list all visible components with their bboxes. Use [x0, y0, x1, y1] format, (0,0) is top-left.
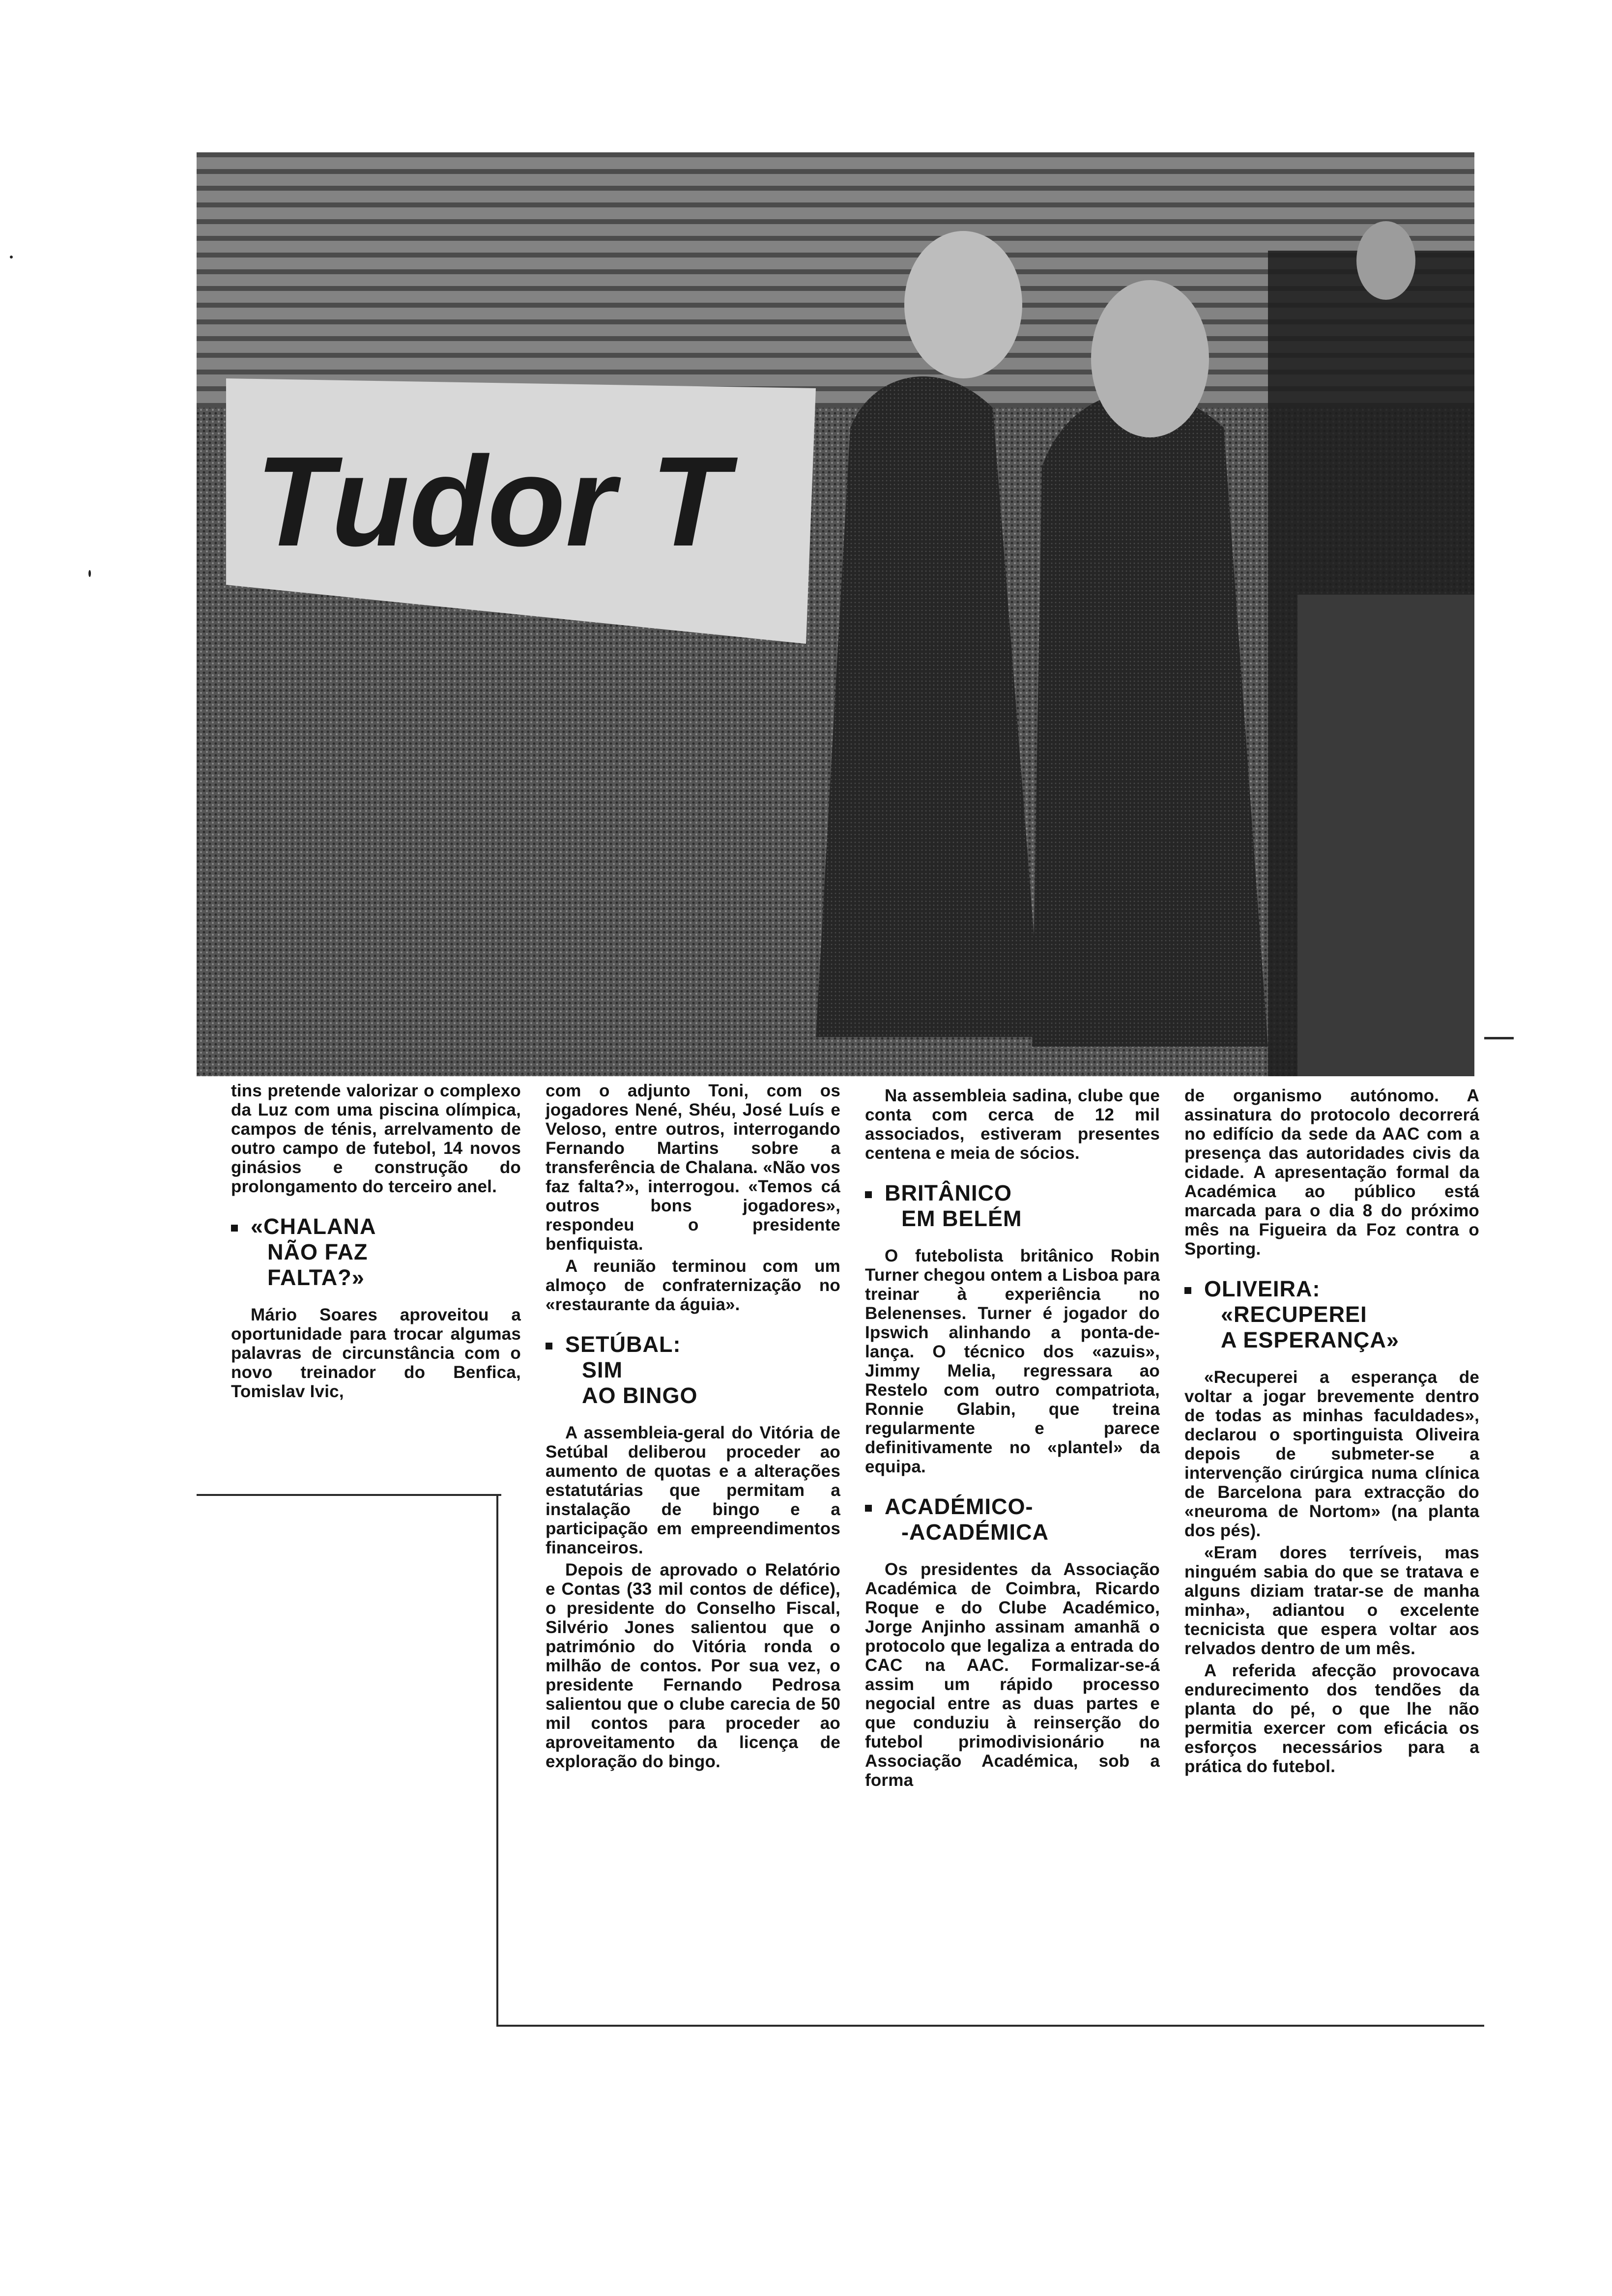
paragraph: Depois de aprovado o Relatório e Contas (33 mil contos de défice), o presidente do Conselho Fiscal, Silvério Jones salientou que o património do Vitória ronda o milhão de contos. Por sua vez, o presidente Fernando Pedrosa salientou que o clube carecia de 50 mil contos para proceder ao aproveitamento da licença de exploração do bingo.	[546, 1560, 840, 1771]
headline-oliveira: OLIVEIRA: «RECUPEREI A ESPERANÇA»	[1184, 1276, 1479, 1353]
paragraph: A reunião terminou com um almoço de confraternização no «restaurante da águia».	[546, 1257, 840, 1314]
paragraph: A referida afecção provocava endurecimento dos tendões da planta do pé, o que lhe não permitia exercer com eficácia os esforços necessários para a prática do futebol.	[1184, 1661, 1479, 1776]
column-4	[1184, 1086, 1479, 1779]
headline-britanico: BRITÂNICO EM BELÉM	[865, 1180, 1160, 1232]
bullet-square-icon	[865, 1505, 872, 1512]
clipping-edge	[496, 1494, 498, 2025]
paragraph: de organismo autónomo. A assinatura do protocolo decorrerá no edifício da sede da AAC com a presença das autoridades civis da cidade. A apresentação formal da Académica ao público está marcada para o dia 8 do próximo mês na Figueira da Foz contra o Sporting.	[1184, 1086, 1479, 1259]
man-left-head	[904, 231, 1022, 378]
scan-speck	[10, 256, 13, 258]
bullet-square-icon	[231, 1225, 238, 1232]
bullet-square-icon	[1184, 1287, 1191, 1294]
news-photo	[197, 152, 1474, 1076]
scan-speck	[88, 570, 91, 577]
bullet-square-icon	[865, 1191, 872, 1198]
stairs	[1297, 595, 1474, 1076]
scan-mark	[1484, 1037, 1514, 1039]
column-2	[546, 1081, 840, 1774]
headline-setubal: SETÚBAL: SIM AO BINGO	[546, 1332, 840, 1408]
photo-scene	[197, 152, 1474, 1076]
paragraph: com o adjunto Toni, com os jogadores Nené, Shéu, José Luís e Veloso, entre outros, interrogando Fernando Martins sobre a transferência de Chalana. «Não vos faz falta?», interrogou. «Temos cá outros bons jogadores», respondeu o presidente benfiquista.	[546, 1081, 840, 1254]
paragraph: Os presidentes da Associação Académica de Coimbra, Ricardo Roque e do Clube Académico, Jorge Anjinho assinam amanhã o protocolo que legaliza a entrada do CAC na AAC. Formalizar-se-á assim um rápido processo negocial entre as duas partes e que conduziu à reinserção do futebol primodivisionário na Associação Académica, sob a forma	[865, 1560, 1160, 1790]
paragraph: O futebolista britânico Robin Turner chegou ontem a Lisboa para treinar à experiência no Belenenses. Turner é jogador do Ipswich alinhando a ponta-de-lança. O técnico dos «azuis», Jimmy Melia, regressara ao Restelo com outro compatriota, Ronnie Glabin, que treina regularmente e parece definitivamente no «plantel» da equipa.	[865, 1246, 1160, 1476]
column-3	[865, 1086, 1160, 1793]
bullet-square-icon	[546, 1343, 552, 1349]
paragraph: «Recuperei a esperança de voltar a jogar brevemente dentro de todas as minhas faculdades», declarou o sportinguista Oliveira depois de submeter-se a intervenção cirúrgica numa clínica de Barcelona para extracção do «neuroma de Nortom» (na planta dos pés).	[1184, 1368, 1479, 1540]
banner-text: Tudor T	[256, 430, 729, 573]
clipping-edge	[496, 2025, 1484, 2027]
column-1	[231, 1081, 521, 1404]
headline-chalana: «CHALANA NÃO FAZ FALTA?»	[231, 1214, 521, 1291]
paragraph: «Eram dores terríveis, mas ninguém sabia do que se tratava e alguns diziam tratar-se de manha minha», adiantou o excelente tecnicista que espera voltar aos relvados dentro de um mês.	[1184, 1543, 1479, 1658]
paragraph: tins pretende valorizar o complexo da Luz com uma piscina olímpica, campos de ténis, arrelvamento de outro campo de futebol, 14 novos ginásios e construção do prolongamento do terceiro anel.	[231, 1081, 521, 1196]
headline-academico: ACADÉMICO- -ACADÉMICA	[865, 1494, 1160, 1545]
paragraph: A assembleia-geral do Vitória de Setúbal deliberou proceder ao aumento de quotas e a alterações estatutárias que permitam a instalação de bingo e a participação em empreendimentos financeiros.	[546, 1423, 840, 1557]
clipping-edge	[197, 1494, 501, 1496]
paragraph: Mário Soares aproveitou a oportunidade para trocar algumas palavras de circunstância com o novo treinador do Benfica, Tomislav Ivic,	[231, 1305, 521, 1401]
paragraph: Na assembleia sadina, clube que conta com cerca de 12 mil associados, estiveram presentes centena e meia de sócios.	[865, 1086, 1160, 1163]
man-right-head	[1091, 280, 1209, 437]
